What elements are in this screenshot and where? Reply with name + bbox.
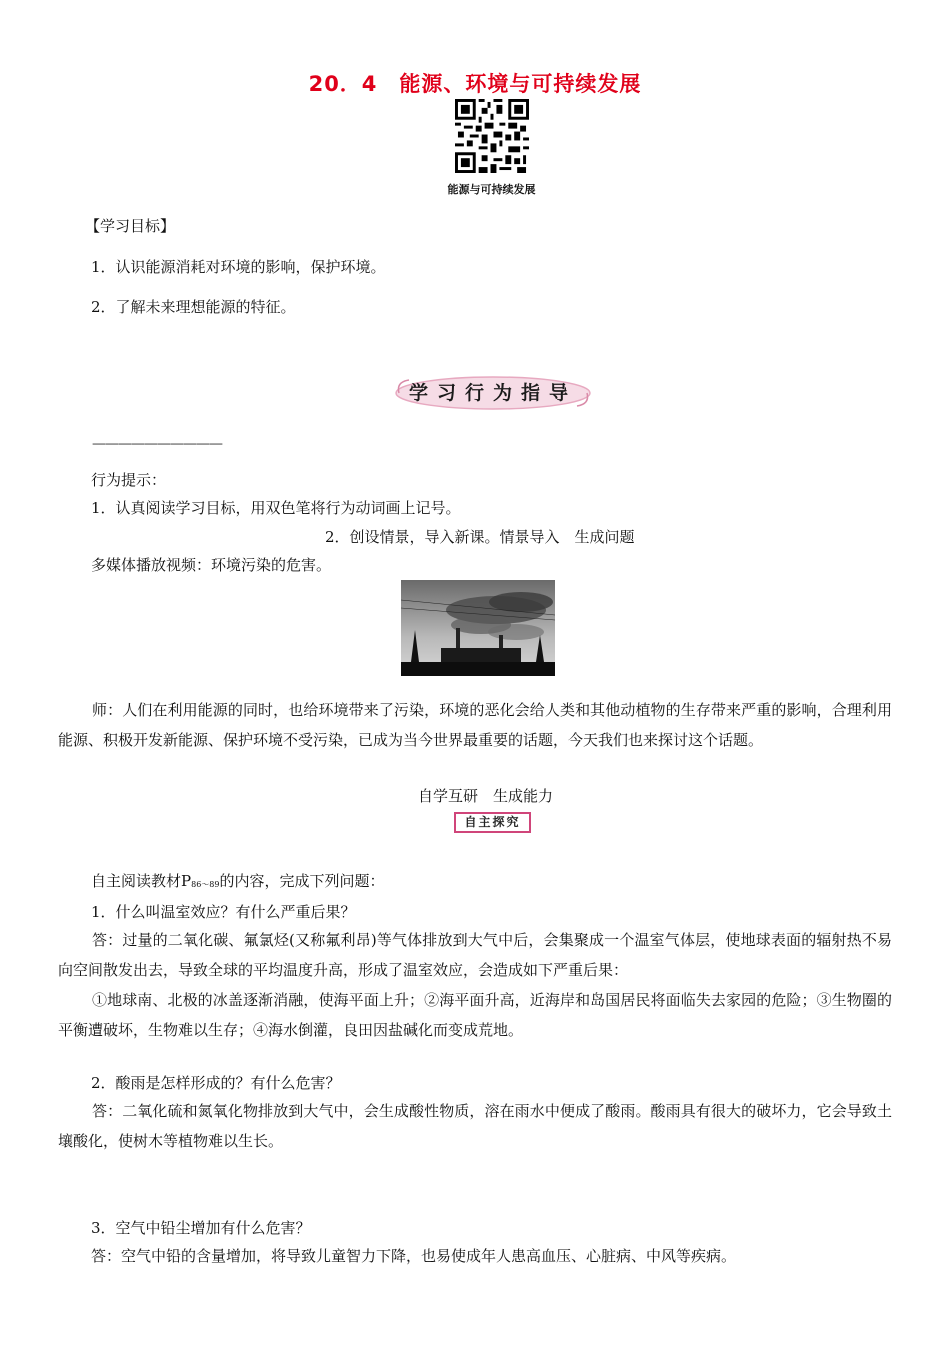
tip-1: 1．认真阅读学习目标，用双色笔将行为动词画上记号。 bbox=[91, 499, 461, 517]
objectives-heading: 【学习目标】 bbox=[85, 217, 176, 235]
pollution-photo bbox=[401, 580, 555, 676]
tip-2: 2．创设情景，导入新课。情景导入 生成问题 bbox=[325, 528, 635, 546]
banner-title: 学习行为指导 bbox=[408, 382, 577, 404]
badge-label: 自主探究 bbox=[464, 815, 521, 829]
intro-page-range: 86～89 bbox=[191, 880, 220, 889]
teacher-paragraph: 师：人们在利用能源的同时，也给环境带来了污染，环境的恶化会给人类和其他动植物的生存带来严重的影响，合理利用能源、积极开发新能源、保护环境不受污染，已成为当今世界最重要的话题，今天我们也来探讨这个话题。 bbox=[58, 701, 892, 749]
question-3: 3．空气中铅尘增加有什么危害？ bbox=[91, 1219, 311, 1237]
answer-1: 答：过量的二氧化碳、氟氯烃(又称氟利昂)等气体排放到大气中后，会集聚成一个温室气体层，使地球表面的辐射热不易向空间散发出去，导致全球的平均温度升高，形成了温室效应，会造成如下严重后果： bbox=[58, 931, 892, 979]
objective-item-1: 1．认识能源消耗对环境的影响，保护环境。 bbox=[91, 258, 386, 276]
intro-prefix: 自主阅读教材 bbox=[91, 872, 182, 890]
qr-caption: 能源与可持续发展 bbox=[447, 183, 536, 196]
tips-label: 行为提示： bbox=[91, 471, 167, 489]
media-note: 多媒体播放视频：环境污染的危害。 bbox=[91, 556, 332, 574]
guidance-banner bbox=[393, 374, 593, 412]
self-study-heading: 自学互研 生成能力 bbox=[418, 787, 554, 805]
self-explore-badge bbox=[454, 812, 531, 833]
intro-suffix: 的内容，完成下列问题： bbox=[219, 872, 385, 890]
qr-code-icon[interactable] bbox=[455, 99, 529, 173]
divider-line: —————————— bbox=[92, 436, 222, 452]
question-1: 1．什么叫温室效应？有什么严重后果？ bbox=[91, 903, 356, 921]
question-2: 2．酸雨是怎样形成的？有什么危害？ bbox=[91, 1074, 341, 1092]
answer-3: 答：空气中铅的含量增加，将导致儿童智力下降，也易使成年人患高血压、心脏病、中风等疾病。 bbox=[91, 1247, 737, 1265]
reading-intro bbox=[91, 871, 384, 895]
page-title: 20．4 能源、环境与可持续发展 bbox=[308, 72, 642, 96]
intro-page: P bbox=[181, 872, 192, 890]
answer-1-list: ①地球南、北极的冰盖逐渐消融，使海平面上升；②海平面升高，近海岸和岛国居民将面临失去家园的危险；③生物圈的平衡遭破坏，生物难以生存；④海水倒灌，良田因盐碱化而变成荒地。 bbox=[58, 991, 892, 1039]
objective-item-2: 2．了解未来理想能源的特征。 bbox=[91, 298, 296, 316]
answer-2: 答：二氧化硫和氮氧化物排放到大气中，会生成酸性物质，溶在雨水中便成了酸雨。酸雨具有很大的破坏力，它会导致土壤酸化，使树木等植物难以生长。 bbox=[58, 1102, 892, 1150]
